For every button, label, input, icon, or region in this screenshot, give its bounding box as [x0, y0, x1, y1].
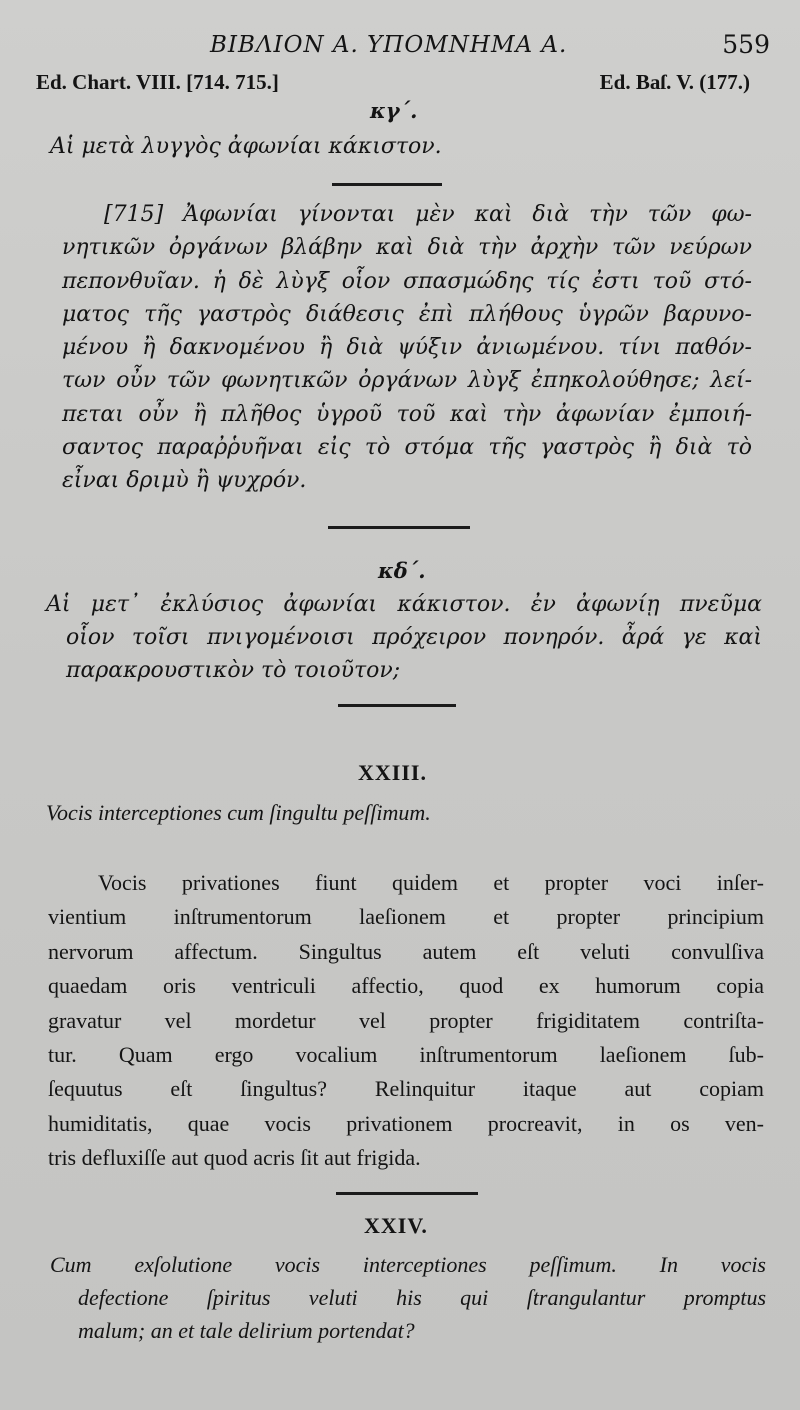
lemma-line: παρακρουστικὸν τὸ τοιοῦτον;	[66, 658, 401, 683]
commentary-line: ſequutus eſt ſingultus? Relinquitur itaque aut copiam	[48, 1076, 764, 1102]
page-number: 559	[722, 30, 770, 59]
edition-reference-line	[36, 70, 766, 100]
section-divider	[332, 183, 442, 186]
latin-section-23-lemma: Vocis interceptiones cum ſingultu peſſimum.	[46, 800, 431, 825]
commentary-line: humiditatis, quae vocis privationem procreavit, in os ven-	[48, 1110, 764, 1136]
section-divider	[336, 1192, 478, 1195]
running-head-title: ΒΙΒΛΙΟΝ Α. ΥΠΟΜΝΗΜΑ Α.	[210, 32, 568, 58]
lemma-line: Cum exſolutione vocis interceptiones peſſimum. In vocis	[50, 1252, 766, 1277]
lemma-line: defectione ſpiritus veluti his qui ſtrangulantur promptus	[78, 1285, 766, 1310]
lemma-line: οἷον τοῖσι πνιγομένοισι πρόχειρον πονηρόν. ἆρά γε καὶ	[66, 625, 762, 650]
commentary-line: Vocis privationes fiunt quidem et propter voci inſer-	[98, 870, 764, 895]
commentary-line: ματος τῆς γαστρὸς διάθεσις ἐπὶ πλήθους ὑγρῶν βαρυνο-	[62, 301, 752, 327]
commentary-line: των οὖν τῶν φωνητικῶν ὀργάνων λὺγξ ἐπηκολούθησε; λεί-	[62, 368, 752, 394]
latin-section-23-numeral: XXIII.	[358, 760, 427, 785]
commentary-line: tris defluxiſſe aut quod acris ſit aut frigida.	[48, 1145, 421, 1171]
edition-chartier-reference: Ed. Chart. VIII. [714. 715.]	[36, 70, 279, 94]
commentary-line: [715] Ἀφωνίαι γίνονται μὲν καὶ διὰ τὴν τῶν φω-	[104, 202, 752, 227]
commentary-line: νητικῶν ὀργάνων βλάβην καὶ διὰ τὴν ἀρχὴν τῶν νεύρων	[62, 235, 752, 261]
greek-section-23-numeral: κγ΄.	[370, 98, 418, 123]
edition-basel-reference: Ed. Baſ. V. (177.)	[599, 70, 750, 94]
commentary-line: gravatur vel mordetur vel propter frigiditatem contriſta-	[48, 1007, 764, 1033]
commentary-line: πεπονθυῖαν. ἡ δὲ λὺγξ οἷον σπασμώδης τίς ἐστι τοῦ στό-	[62, 268, 752, 294]
section-divider	[328, 526, 470, 529]
latin-section-24-lemma	[50, 1248, 766, 1347]
commentary-line: vientium inſtrumentorum laeſionem et propter principium	[48, 904, 764, 930]
commentary-line: nervorum affectum. Singultus autem eſt veluti convulſiva	[48, 938, 764, 964]
commentary-line: πεται οὖν ἢ πλῆθος ὑγροῦ τοῦ καὶ τὴν ἀφωνίαν ἐμποιή-	[62, 401, 752, 427]
greek-section-23-commentary	[62, 198, 752, 498]
lemma-line: malum; an et tale delirium portendat?	[78, 1318, 415, 1343]
commentary-line: tur. Quam ergo vocalium inſtrumentorum laeſionem ſub-	[48, 1042, 764, 1068]
commentary-line: quaedam oris ventriculi affectio, quod ex humorum copia	[48, 973, 764, 999]
running-head	[0, 30, 800, 64]
latin-section-23-commentary	[48, 866, 764, 1176]
lemma-line: Αἱ μετ᾽ ἐκλύσιος ἀφωνίαι κάκιστον. ἐν ἀφωνίῃ πνεῦμα	[46, 592, 762, 617]
commentary-line: σαντος παραῤῥυῆναι εἰς τὸ στόμα τῆς γαστρὸς ἢ διὰ τὸ	[62, 435, 752, 461]
section-divider	[338, 704, 456, 707]
greek-section-24-lemma	[46, 588, 762, 687]
commentary-line: μένου ἢ δακνομένου ἢ διὰ ψύξιν ἀνιωμένου. τίνι παθόν-	[62, 335, 752, 361]
commentary-line: εἶναι δριμὺ ἢ ψυχρόν.	[62, 468, 307, 494]
greek-section-24-numeral: κδ΄.	[378, 558, 426, 583]
latin-section-24-numeral: XXIV.	[364, 1213, 428, 1238]
greek-section-23-lemma: Αἱ μετὰ λυγγὸς ἀφωνίαι κάκιστον.	[50, 134, 442, 159]
